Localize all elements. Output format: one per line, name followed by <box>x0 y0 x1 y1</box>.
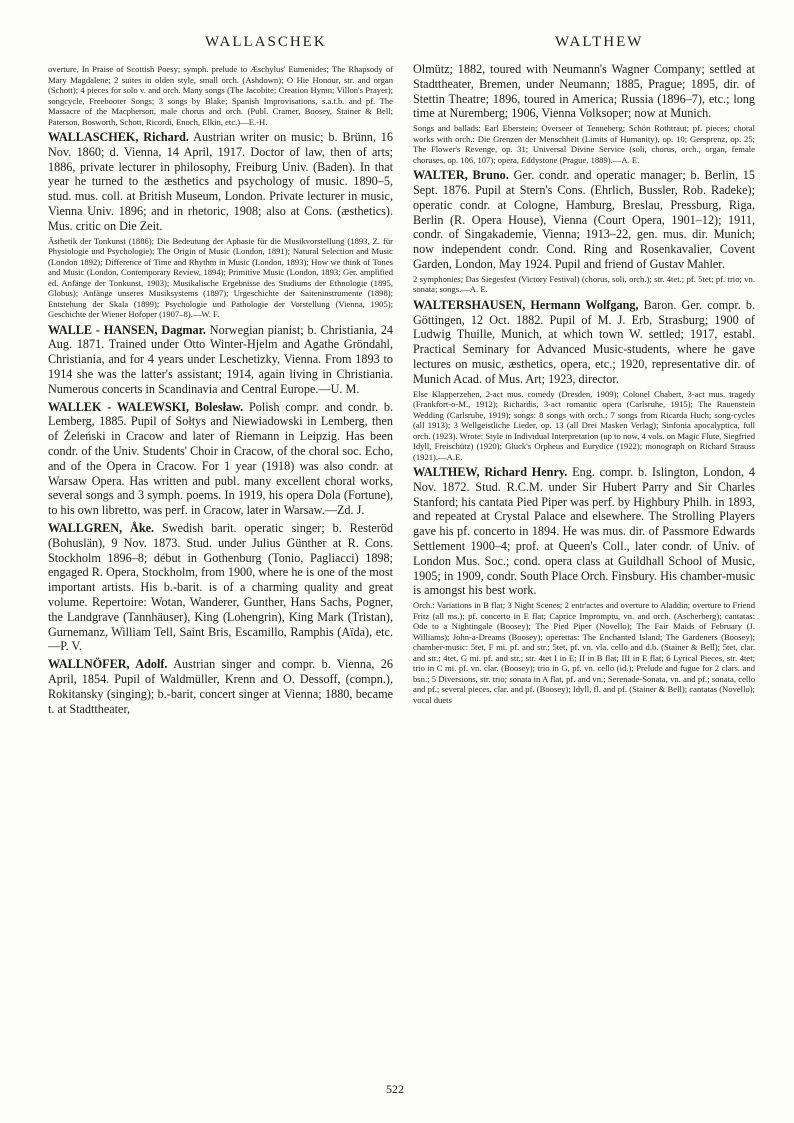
entry-headword: WALLEK - WALEWSKI, Bolesław. <box>48 399 244 414</box>
entry-body: Eng. compr. b. Islington, London, 4 Nov. 1872. Stud. R.C.M. under Sir Hubert Parry and Sir Charles Stanford; his cantata Pied Piper was perf. by Highbury Philh. in 1893, and repeated at Crystal Palace and elsewhere. The Strolling Players gave his pf. concerto in 1894. He was mus. dir. of Passmore Edwards Settlement 1900–4; prof. at Queen's Coll., later condr. of Univ. of London Mus. Soc.; cond. opera class at Guildhall School of Music, 1905; in 1909, condr. South Place Orch. Finsbury. His chamber-music is amongst his best work. <box>413 465 755 598</box>
entry-body: Baron. Ger. compr. b. Göttingen, 12 Oct. 1882. Pupil of M. J. Erb, Strasburg; 1900 of Ludwig Thuille, Munich, at which town W. settled; 1917, establ. Practical Seminary for Advanced Music-students, where he gave lectures on music, æsthetics, opera, etc.; 1920, representative dir. of Munich Acad. of Mus. Art; 1923, director. <box>413 297 755 386</box>
entry-body: Austrian writer on music; b. Brünn, 16 Nov. 1860; d. Vienna, 14 April, 1917. Doctor of law, then of arts; 1886, private lecturer in philosophy, Freiburg Univ. (Baden). In that year he turned to the æsthetics and psychology of music. 1890–5, stud. mus. coll. at British Museum, London. Private lecturer in music, Vienna Univ. 1896; and in rhetoric, 1908; also at Cons. (æsthetics). Mus. critic on Die Zeit. <box>48 130 393 233</box>
left-column <box>48 62 393 1072</box>
entry-body: Olmütz; 1882, toured with Neumann's Wagner Company; settled at Stadttheater, Bremen, under Neumann; 1885, Prague; 1895, dir. of Stettin Theatre; 1896, toured in America; Russia (1896–7), etc.; long time at Nuremberg; 1906, Vienna Volksoper; now at Munich. <box>413 62 755 121</box>
entry-headword: WALTERSHAUSEN, Hermann Wolfgang, <box>413 297 639 312</box>
dictionary-entry <box>48 400 393 518</box>
dictionary-entry <box>413 298 755 387</box>
dictionary-entry <box>413 465 755 598</box>
entry-headword: WALLE - HANSEN, Dagmar. <box>48 322 206 337</box>
entry-body: Ger. condr. and operatic manager; b. Berlin, 15 Sept. 1876. Pupil at Stern's Cons. (Ehrlich, Bussler, Rob. Radeke); operatic condr. at Cologne, Hamburg, Breslau, Pressburg, Riga, Berlin (R. Opera House), Vienna (Court Opera, 1901–12); 1911, condr. of Singakademie, Vienna; 1913–22, gen. mus. dir. Munich; now independent condr. Cond. Ring and Rosenkavalier, Covent Garden, London, May 1924. Pupil and friend of Gustav Mahler. <box>413 168 755 271</box>
entry-body: Swedish barit. operatic singer; b. Resteröd (Bohuslän), 9 Nov. 1873. Stud. under Julius Günther at R. Cons. Stockholm 1896–8; début in Gothenburg (Tonio, Pagliacci) 1898; engaged R. Opera, Stockholm, from 1900, where he is one of the most important artists. His b.-barit. is of a charming quality and great volume. Repertoire: Wotan, Wanderer, Gunther, Hans Sachs, Pogner, the Landgrave (Tannhäuser), King (Lohengrin), King Mark (Tristan), Gurnemanz, William Tell, Saint Bris, Escamillo, Ramphis (Aïda), etc.—P. V. <box>48 520 393 654</box>
dictionary-entry <box>48 521 393 654</box>
right-column <box>413 62 755 1072</box>
works-list: 2 symphonies; Das Siegesfest (Victory Festival) (chorus, soli, orch.); str. 4tet.; pf. 5tet; pf. trio; vn. sonata; songs.—A. E. <box>413 273 755 295</box>
entry-body: Polish compr. and condr. b. Lemberg, 1885. Pupil of Sołtys and Niewiadowski in Lemberg, then of Żeleński in Cracow and later of Riemann in Leipzig. Has been condr. of the Univ. Students' Choir in Cracow, of the choral soc. Echo, and of the Opera in Cracow. For 1 year (1918) was also condr. at Warsaw Opera. Has written and publ. many excellent choral works, several songs and 3 symph. poems. In 1919, his opera Dola (Fortune), to his own libretto, was perf. in Cracow, later in Warsaw.—Zd. J. <box>48 399 393 518</box>
works-list: Songs and ballads: Earl Eberstein; Overseer of Tenneberg; Schön Rothtraut; pf. pieces; choral works with orch.: Die Grenzen der Menschheit (Limits of Humanity), op. 10; Gersprenz, op. 25; The Flower's Revenge, op. 31; Universal Divine Service (soli, chorus, orch., organ, female choruses, op. 106, 107); opera, Eddystone (Prague, 1889).—A. E. <box>413 123 755 165</box>
works-list: Else Klapperzehen, 2-act mus. comedy (Dresden, 1909); Colonel Chabert, 3-act mus. tragedy (Frankfort-o-M., 1912); Richardis, 3-act romantic opera (Carlsruhe, 1915); The Rauenstein Wedding (Carlsruhe, 1919); songs: 8 songs with orch.; 7 songs from Ricarda Huch; song-cycles (all 1913); 3 Wellgeistliche Lieder, op. 13 (all Drei Masken Verlag); Sinfonia apocalyptica, full orch. (1923). Wrote: Style in Individual Interpretation (up to now, 4 vols. on Magic Flute, Siegfried Idyll, Freischütz) (1920); Gluck's Orpheus and Eurydice (1922); monograph on Richard Strauss (1921).—A.E. <box>413 388 755 462</box>
running-head-right: WALTHEW <box>555 34 644 50</box>
dictionary-entry <box>48 130 393 234</box>
dictionary-entry <box>48 657 393 716</box>
dictionary-entry <box>48 323 393 397</box>
entry-body: Norwegian pianist; b. Christiania, 24 Aug. 1871. Trained under Otto Winter-Hjelm and Agathe Gröndahl, Christiania, and for 4 years under Leschetizky, Vienna. From 1893 to 1914 she was the latter's assistant; 1914, again living in Christiania. Numerous concerts in Scandinavia and Central Europe.—U. M. <box>48 322 393 396</box>
dictionary-entry <box>413 62 755 121</box>
works-list: Orch.: Variations in B flat; 3 Night Scenes; 2 entr'actes and overture to Aladdin; overture to Friend Fritz (all ms.); pf. concerto in E flat; Caprice Impromptu, vn. and orch. (Ascherberg); cantatas: Ode to a Nightingale (Boosey); The Pied Piper (Novello); The Fair Maids of February (J. Williams); John-a-Dreams (Boosey); operettas: The Enchanted Island; The Gardeners (Boosey); chamber-music: 5tet, F mi. pf. and str.; 5tet, pf. vn. vla. cello and d.b. (Stainer & Bell); 5tet, clar. and str.; 4tet, G mi. pf. and str.; str. 4tet I in E; II in B flat; III in E flat; 6 Lyrical Pieces, str. 4tet; trio in C mi. pf. vn. clar. (Boosey); trio in G, pf. vn. cello (id.); Prelude and fugue for 2 clars. and bsn.; 5 Diversions, str. trio; sonata in A flat, pf. and vn.; Serenade-Sonata, vn. and pf.; sonata, cello and pf.; several pieces, clar. and pf. (Boosey); Idyll, fl. and pf. (Stainer & Bell); cantatas (Novello); vocal duets <box>413 600 755 705</box>
entry-headword: WALLGREN, Åke. <box>48 520 155 535</box>
works-list: overture, In Praise of Scottish Poesy; symph. prelude to Æschylus' Eumenides; The Rhapsody of Mary Magdalene; 2 suites in olden style, small orch. (Ashdown); O Hie Honour, str. and organ (Schott); 4 pieces for solo v. and orch. Many songs (The Jacobite; Creation Hymn; Villon's Prayer); songcycle, Freebooter Songs; 3 songs by Blake; Spanish Improvisations, s.a.t.b. and pf. The Massacre of the Macpherson, male chorus and orch. (Publ. Cramer, Boosey, Stainer & Bell; Paterson, Bosworth, Schott, Ricordi, Enoch, Elkin, etc.)—E.-H. <box>48 64 393 127</box>
entry-headword: WALTER, Bruno. <box>413 168 509 183</box>
works-list: Ästhetik der Tonkunst (1886); Die Bedeutung der Aphasie für die Musikvorstellung (1893, Z. für Physiologie und Psychologie); The Origin of Music (London, 1891); Natural Selection and Music (London 1892); Difference of Time and Rhythm in Music (London, 1893); How we think of Tones and Music (London, Contemporary Review, 1894); Primitive Music (London, 1893; Ger. amplified ed. Anfänge der Tonkunst, 1903); Musikalische Ergebnisse des Studiums der Ethnologie (1895, Globus); Anfänge unseres Musiksystems (1897); Urgeschichte der Saiteninstrumente (1898); Entstehung der Skala (1899); Psychologie und Pathologie der Vorstellung (Vienna, 1905); Geschichte der Wiener Hofoper (1907–8).—W. F. <box>48 235 393 320</box>
page-number: 522 <box>386 1082 404 1096</box>
entry-body: Austrian singer and compr. b. Vienna, 26 April, 1854. Pupil of Waldmüller, Krenn and O. Dessoff, (compn.), Rokitansky (singing); b.-barit, concert singer at Vienna; 1880, became t. at Stadttheater, <box>48 657 393 716</box>
entry-headword: WALTHEW, Richard Henry. <box>413 465 568 480</box>
running-head-left: WALLASCHEK <box>205 34 327 50</box>
entry-headword: WALLNÖFER, Adolf. <box>48 657 168 672</box>
entry-headword: WALLASCHEK, Richard. <box>48 130 189 144</box>
dictionary-entry <box>413 168 755 272</box>
